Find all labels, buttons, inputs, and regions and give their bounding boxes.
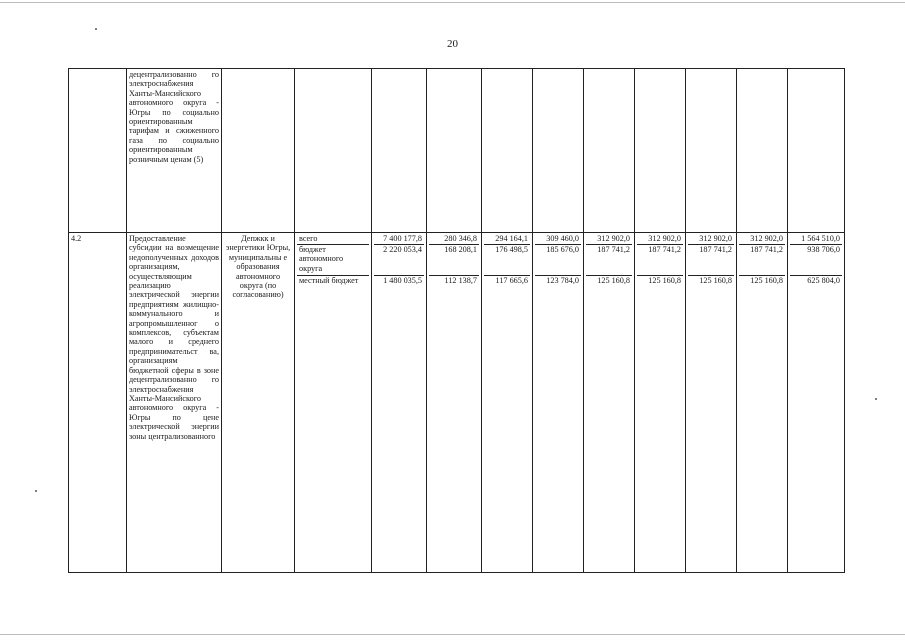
scan-speck — [875, 398, 877, 400]
value-local: 125 160,8 — [597, 276, 630, 285]
value-total: 312 902,0 — [739, 234, 785, 245]
row-description: Предоставление субсидии на возмещение недополученных доходов организациям, осуществляющим реализацию электрической энергии предприятиям жилищно-коммунального и агропромышленног о комплексов, субъектам малого и среднего предпринимательст ва, организациям бюджетной сферы в зоне децентрализованно го электроснабжения Ханты-Мансийского автономного округа - Югры по цене электрической энергии зоны централизованного — [127, 233, 222, 573]
value-cell — [427, 69, 482, 233]
value-regional: 187 741,2 — [637, 245, 683, 276]
scan-top-edge — [0, 2, 905, 3]
row-description: децентрализованно го электроснабжения Ханты-Мансийского автономного округа - Югры по социально ориентированным тарифам и сжиженного газа по социально ориентированным розничным ценам (5) — [127, 69, 222, 233]
value-regional: 187 741,2 — [739, 245, 785, 276]
value-cell — [533, 69, 584, 233]
value-total: 280 346,8 — [429, 234, 479, 245]
value-cell — [533, 233, 584, 573]
value-regional: 185 676,0 — [535, 245, 581, 276]
value-local: 112 138,7 — [444, 276, 477, 285]
row-number — [69, 69, 127, 233]
value-local: 625 804,0 — [807, 276, 840, 285]
value-cell — [635, 233, 686, 573]
value-regional: 187 741,2 — [688, 245, 734, 276]
scan-speck — [95, 28, 97, 30]
value-total: 309 460,0 — [535, 234, 581, 245]
source-cell — [295, 233, 372, 573]
executor-cell — [222, 69, 295, 233]
value-regional: 187 741,2 — [586, 245, 632, 276]
value-local: 125 160,8 — [750, 276, 783, 285]
value-local: 117 665,6 — [495, 276, 528, 285]
table-row-continued — [69, 69, 845, 233]
value-total: 312 902,0 — [586, 234, 632, 245]
value-regional: 938 706,0 — [790, 245, 842, 276]
value-cell — [372, 233, 427, 573]
row-number: 4.2 — [69, 233, 127, 573]
executor-cell: Депжкк и энергетики Югры, муниципальны е образования автономного округа (по согласованию) — [222, 233, 295, 573]
value-regional: 176 498,5 — [484, 245, 530, 276]
source-local-budget: местный бюджет — [299, 276, 359, 285]
value-local: 123 784,0 — [546, 276, 579, 285]
value-local: 125 160,8 — [699, 276, 732, 285]
scan-bottom-edge — [0, 634, 905, 635]
program-table — [68, 68, 845, 573]
value-total: 294 164,1 — [484, 234, 530, 245]
value-cell — [635, 69, 686, 233]
value-cell — [372, 69, 427, 233]
value-cell — [686, 233, 737, 573]
value-cell — [686, 69, 737, 233]
value-cell — [482, 233, 533, 573]
value-cell — [427, 233, 482, 573]
value-total: 7 400 177,8 — [374, 234, 424, 245]
value-cell — [482, 69, 533, 233]
value-total: 1 564 510,0 — [790, 234, 842, 245]
scan-speck — [35, 490, 37, 492]
value-cell — [584, 69, 635, 233]
value-local: 125 160,8 — [648, 276, 681, 285]
value-cell — [737, 69, 788, 233]
page-number: 20 — [447, 38, 458, 50]
value-local: 1 480 035,5 — [383, 276, 422, 285]
value-cell — [788, 233, 845, 573]
value-total: 312 902,0 — [688, 234, 734, 245]
source-cell — [295, 69, 372, 233]
value-cell — [737, 233, 788, 573]
value-regional: 2 220 053,4 — [374, 245, 424, 276]
table-row-4-2 — [69, 233, 845, 573]
value-regional: 168 208,1 — [429, 245, 479, 276]
source-total: всего — [297, 234, 369, 245]
source-regional-budget: бюджет автономного округа — [297, 245, 369, 276]
value-cell — [584, 233, 635, 573]
value-total: 312 902,0 — [637, 234, 683, 245]
value-cell — [788, 69, 845, 233]
